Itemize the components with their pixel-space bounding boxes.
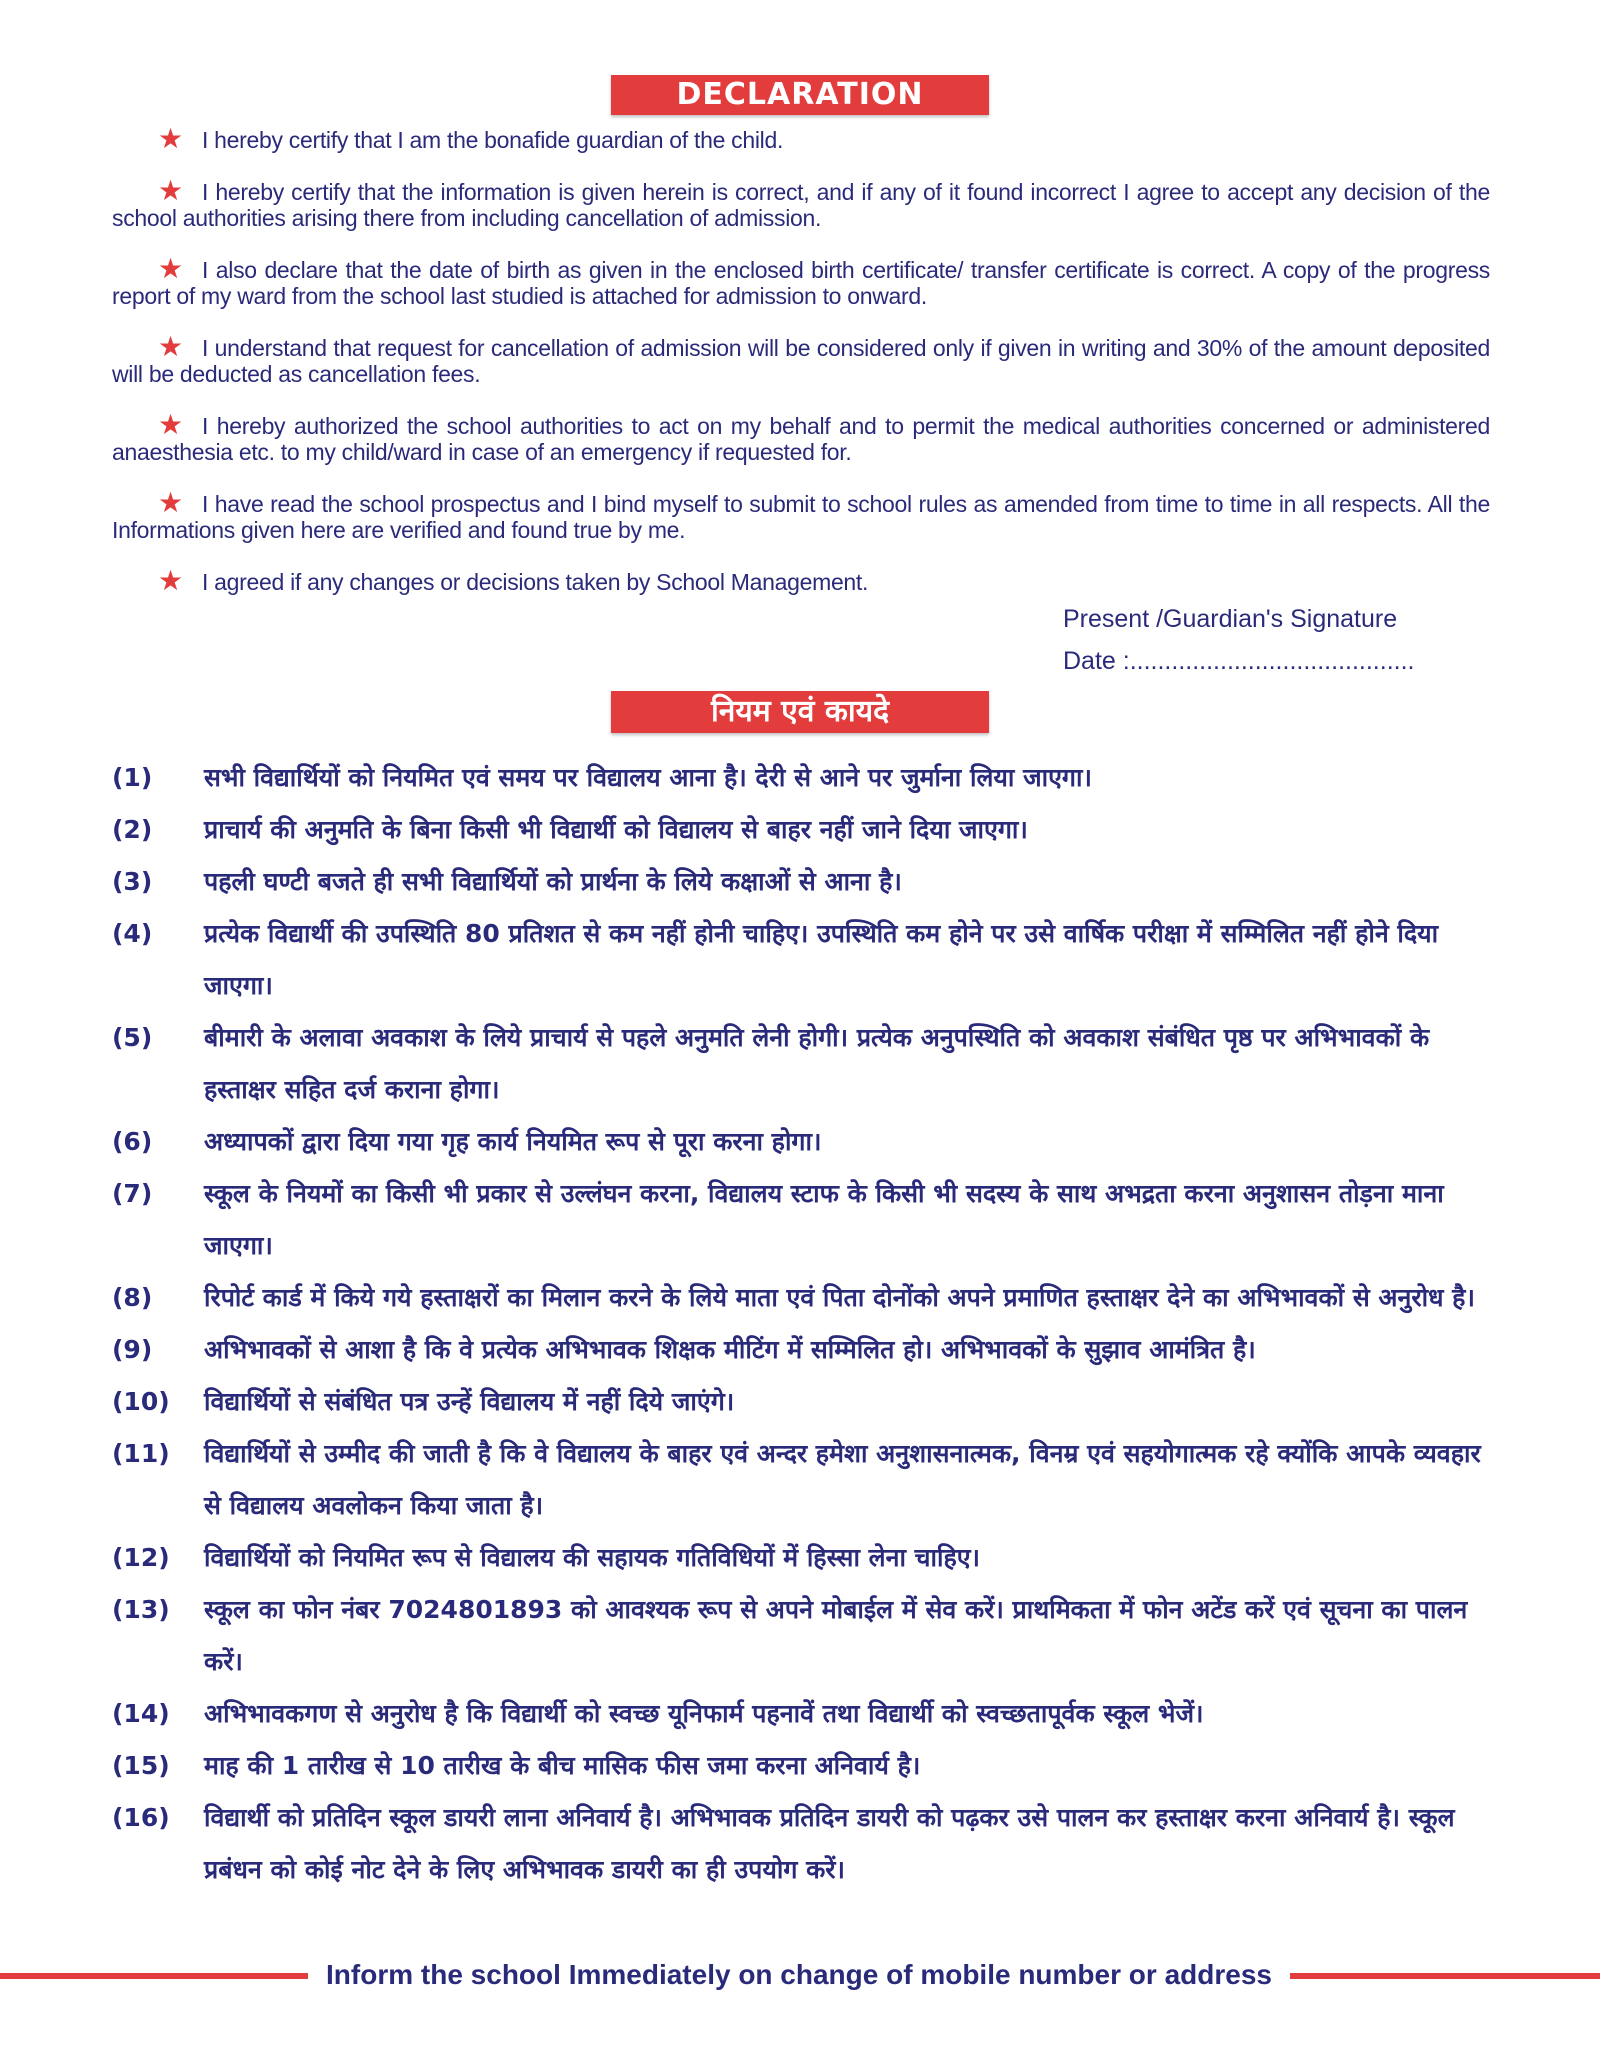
list-item xyxy=(112,123,1490,154)
declaration-text: I agreed if any changes or decisions taken by School Management. xyxy=(202,569,869,595)
rule-text: स्कूल का फोन नंबर 7024801893 को आवश्यक रूप से अपने मोबाईल में सेव करें। प्राथमिकता में फोन अटेंड करें एवं सूचना का पालन करें। xyxy=(204,1595,1468,1676)
declaration-text: I hereby certify that I am the bonafide guardian of the child. xyxy=(202,127,784,153)
list-item xyxy=(112,1012,1512,1116)
list-item xyxy=(112,1272,1512,1324)
rule-text: माह की 1 तारीख से 10 तारीख के बीच मासिक फीस जमा करना अनिवार्य है। xyxy=(204,1751,921,1780)
list-item xyxy=(112,1740,1512,1792)
rule-number: (13) xyxy=(112,1595,170,1624)
list-item xyxy=(112,804,1512,856)
rule-number: (2) xyxy=(112,815,153,844)
signature-label: Present /Guardian's Signature xyxy=(1063,605,1398,633)
list-item xyxy=(112,1116,1512,1168)
footer-divider-left xyxy=(0,1973,308,1979)
date-label: Date :......................................... xyxy=(1063,647,1415,675)
signature-block xyxy=(1063,598,1414,682)
list-item xyxy=(112,253,1490,309)
declaration-list xyxy=(112,123,1490,620)
rule-number: (8) xyxy=(112,1283,153,1312)
footer-divider-right xyxy=(1290,1973,1600,1979)
rules-list xyxy=(112,752,1512,1896)
rule-number: (11) xyxy=(112,1439,170,1468)
list-item xyxy=(112,908,1512,1012)
rule-number: (7) xyxy=(112,1179,153,1208)
star-icon: ★ xyxy=(158,253,183,284)
declaration-text: I understand that request for cancellation of admission will be considered only if given in writing and 30% of the amount deposited will be deducted as cancellation fees. xyxy=(112,335,1490,387)
rule-text: अभिभावकगण से अनुरोध है कि विद्यार्थी को स्वच्छ यूनिफार्म पहनावें तथा विद्यार्थी को स्वच्छतापूर्वक स्कूल भेजें। xyxy=(204,1699,1204,1728)
list-item xyxy=(112,409,1490,465)
rule-text: विद्यार्थी को प्रतिदिन स्कूल डायरी लाना अनिवार्य है। अभिभावक प्रतिदिन डायरी को पढ़कर उसे पालन कर हस्ताक्षर करना अनिवार्य है। स्कूल प्रबंधन को कोई नोट देने के लिए अभिभावक डायरी का ही उपयोग करें। xyxy=(204,1803,1455,1884)
list-item xyxy=(112,1376,1512,1428)
list-item xyxy=(112,1584,1512,1688)
list-item xyxy=(112,1168,1512,1272)
list-item xyxy=(112,1324,1512,1376)
rule-text: विद्यार्थियों को नियमित रूप से विद्यालय की सहायक गतिविधियों में हिस्सा लेना चाहिए। xyxy=(204,1543,981,1572)
list-item xyxy=(112,1688,1512,1740)
declaration-title: DECLARATION xyxy=(611,75,989,115)
star-icon: ★ xyxy=(158,123,183,154)
rule-text: प्रत्येक विद्यार्थी की उपस्थिति 80 प्रतिशत से कम नहीं होनी चाहिए। उपस्थिति कम होने पर उसे वार्षिक परीक्षा में सम्मिलित नहीं होने दिया जाएगा। xyxy=(204,919,1439,1000)
rule-number: (10) xyxy=(112,1387,170,1416)
rule-text: अभिभावकों से आशा है कि वे प्रत्येक अभिभावक शिक्षक मीटिंग में सम्मिलित हो। अभिभावकों के सुझाव आमंत्रित है। xyxy=(204,1335,1256,1364)
rule-number: (9) xyxy=(112,1335,153,1364)
rule-number: (1) xyxy=(112,763,153,792)
rule-number: (3) xyxy=(112,867,153,896)
rule-text: स्कूल के नियमों का किसी भी प्रकार से उल्लंघन करना, विद्यालय स्टाफ के किसी भी सदस्य के साथ अभद्रता करना अनुशासन तोड़ना माना जाएगा। xyxy=(204,1179,1444,1260)
declaration-text: I hereby certify that the information is given herein is correct, and if any of it found incorrect I agree to accept any decision of the school authorities arising there from including cancellation of admission. xyxy=(112,179,1490,231)
star-icon: ★ xyxy=(158,331,183,362)
list-item xyxy=(112,331,1490,387)
rule-text: सभी विद्यार्थियों को नियमित एवं समय पर विद्यालय आना है। देरी से आने पर जुर्माना लिया जाएगा। xyxy=(204,763,1092,792)
list-item xyxy=(112,752,1512,804)
footer-notice: Inform the school Immediately on change of mobile number or address xyxy=(326,1959,1272,1990)
list-item xyxy=(112,856,1512,908)
list-item xyxy=(112,1532,1512,1584)
rule-number: (12) xyxy=(112,1543,170,1572)
rule-number: (5) xyxy=(112,1023,153,1052)
rule-text: अध्यापकों द्वारा दिया गया गृह कार्य नियमित रूप से पूरा करना होगा। xyxy=(204,1127,822,1156)
list-item xyxy=(112,487,1490,543)
star-icon: ★ xyxy=(158,487,183,518)
declaration-text: I have read the school prospectus and I bind myself to submit to school rules as amended from time to time in all respects. All the Informations given here are verified and found true by me. xyxy=(112,491,1490,543)
star-icon: ★ xyxy=(158,175,183,206)
rule-text: विद्यार्थियों से संबंधित पत्र उन्हें विद्यालय में नहीं दिये जाएंगे। xyxy=(204,1387,735,1416)
rule-number: (14) xyxy=(112,1699,170,1728)
star-icon: ★ xyxy=(158,565,183,596)
rule-text: रिपोर्ट कार्ड में किये गये हस्ताक्षरों का मिलान करने के लिये माता एवं पिता दोनोंको अपने प्रमाणित हस्ताक्षर देने का अभिभावकों से अनुरोध है। xyxy=(204,1283,1475,1312)
rule-number: (6) xyxy=(112,1127,153,1156)
list-item xyxy=(112,1428,1512,1532)
rules-title: नियम एवं कायदे xyxy=(611,691,989,733)
rule-text: बीमारी के अलावा अवकाश के लिये प्राचार्य से पहले अनुमति लेनी होगी। प्रत्येक अनुपस्थिति को अवकाश संबंधित पृष्ठ पर अभिभावकों के हस्ताक्षर सहित दर्ज कराना होगा। xyxy=(204,1023,1430,1104)
declaration-text: I also declare that the date of birth as given in the enclosed birth certificate/ transfer certificate is correct. A copy of the progress report of my ward from the school last studied is attached for admission to onward. xyxy=(112,257,1490,309)
star-icon: ★ xyxy=(158,409,183,440)
list-item xyxy=(112,565,1490,596)
list-item xyxy=(112,1792,1512,1896)
rule-text: पहली घण्टी बजते ही सभी विद्यार्थियों को प्रार्थना के लिये कक्षाओं से आना है। xyxy=(204,867,902,896)
rule-number: (16) xyxy=(112,1803,170,1832)
rule-text: विद्यार्थियों से उम्मीद की जाती है कि वे विद्यालय के बाहर एवं अन्दर हमेशा अनुशासनात्मक, विनम्र एवं सहयोगात्मक रहे क्योंकि आपके व्यवहार से विद्यालय अवलोकन किया जाता है। xyxy=(204,1439,1481,1520)
rule-text: प्राचार्य की अनुमति के बिना किसी भी विद्यार्थी को विद्यालय से बाहर नहीं जाने दिया जाएगा। xyxy=(204,815,1028,844)
rule-number: (4) xyxy=(112,919,153,948)
rule-number: (15) xyxy=(112,1751,170,1780)
declaration-text: I hereby authorized the school authorities to act on my behalf and to permit the medical authorities concerned or administered anaesthesia etc. to my child/ward in case of an emergency if requested for. xyxy=(112,413,1490,465)
list-item xyxy=(112,175,1490,231)
